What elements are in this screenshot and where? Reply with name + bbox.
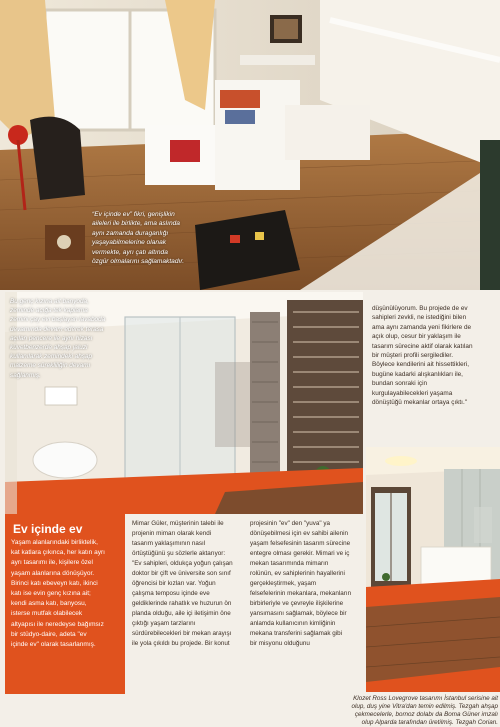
caption-line: malzeme sürekliliğin devamı (10, 362, 91, 370)
text-line: öğrencisi bir kızları var. Yoğun (132, 580, 216, 587)
caption-line: açılan pencere ile aynı hizası (10, 334, 93, 342)
studio-illustration (366, 447, 500, 692)
text-line: rolünün, ev sahiplerinin hayallerini (250, 570, 345, 577)
caption-line: devamında devam ederek terasa (10, 325, 104, 333)
text-line: projenin mimarı olarak kendi (132, 530, 212, 537)
text-line: bundan sonraki için (372, 380, 428, 388)
caption-line: küvetbenzerde ahşap jaluzi (10, 344, 88, 352)
caption-line: “Ev içinde ev” fikri, genişlikin (92, 211, 175, 218)
text-line: gerçekleştirmek, yaşam (250, 580, 317, 587)
caption-line: kullanılarak zemindeki ahşap (10, 353, 93, 361)
text-line: sahipleri zevkli, ne istediğini bilen (372, 314, 467, 322)
text-line: felsefelerinin mekanlara, mekanların (250, 590, 352, 597)
bathroom-caption (10, 297, 138, 380)
living-room-illustration (0, 0, 500, 290)
caption-line: Klozet Ross Lovegrove tasarımı İstanbul serisine ait (353, 695, 498, 702)
living-room-photo (0, 0, 500, 290)
sidebar-line: Birinci katı ebeveyn katı, ikinci (11, 579, 98, 587)
sidebar-heading: Ev içinde ev (13, 522, 83, 536)
caption-line: sağlanmış. (10, 371, 41, 379)
caption-line: yaşayabilmelerine olanak (92, 239, 167, 247)
sidebar-line: ayrı tasarımı ile, kişilere özel (11, 559, 93, 567)
text-line: projesinin "ev" den "yuva" ya (250, 520, 330, 527)
sidebar-line: Yaşam alanlarındaki birliktelik, (11, 539, 98, 546)
caption-line: zemini çay evi başlayan lavaboda (10, 316, 106, 324)
text-line: dönüşebilmesi için ev sahibi ailenin (250, 530, 349, 537)
text-line: geldiklerinde rahatlık ve huzurun ön (132, 600, 232, 607)
caption-line: aileleri ile birlikte, ama aslında (92, 220, 180, 228)
text-line: çalışma temposu içinde eve (132, 590, 210, 597)
living-room-caption (92, 210, 232, 266)
sidebar-line: içinde ev" olarak tasarlanmış. (11, 641, 96, 649)
text-line: ama aynı zamanda yeni fikirlere de (372, 323, 472, 331)
text-line: Mimar Güler, müşterinin talebi ile (132, 520, 224, 527)
text-line: bir müşteri profili sergilediler. (372, 352, 453, 360)
caption-line: olup, duş yine Vitra'dan temin edilmiş. Tezgah ahşap (351, 703, 498, 710)
sidebar-line: kendi asma katı, banyosu, (11, 600, 87, 608)
text-line: anlamda kullanıcının kimliğinin (250, 620, 336, 627)
text-line: ile yola çıkıldı bu projede. Bir konut (132, 640, 230, 647)
text-line: mekan tasarımında mimarın (250, 560, 329, 567)
text-line: bir misyonu olduğunu (250, 640, 310, 647)
text-line: Böylece kendilerini ait hissettikleri, (372, 361, 469, 369)
sidebar-line: yaşam alanlarına dönüşüyor. (11, 569, 95, 577)
body-text-column-1 (132, 519, 247, 649)
bottom-right-caption (272, 695, 498, 727)
text-line: birbirleriyle ve çevreyle ilişkilerine (250, 600, 344, 607)
caption-line: olup Alparda tarafından üretilmiş. Tezgah Corian. (361, 719, 498, 726)
text-line: planda olduğu, aile içi iletişimin öne (132, 610, 231, 617)
text-line: kurgulayabilecekleri yaşama (372, 389, 453, 397)
sidebar-line: katı ise evin genç kızına ait; (11, 590, 91, 598)
text-line: çıktığı yaşam tarzlarını (132, 620, 196, 627)
caption-line: çekmecelerle, bornoz dolabı da Boma Güner imzalı (354, 711, 498, 718)
caption-line: vermekte, ayrı çatı altında (92, 248, 168, 256)
sidebar-line: isterse mutfak olabilecek (11, 610, 83, 618)
sidebar-line: altyapısı ile neredeyse bağımsız (11, 620, 104, 628)
studio-photo (366, 447, 500, 692)
sidebar-text (11, 538, 123, 650)
caption-line: zeminde açığa tek kaplama (10, 307, 88, 315)
text-line: sürdürebilecekleri bir mekan arayışı (132, 630, 232, 637)
text-line: bugüne kadarki alışkanlıkları ile, (372, 370, 463, 378)
sidebar-line: kat katlara çıkınca, her katın ayrı (11, 549, 105, 557)
text-line: açık olup, cesur bir yaklaşım ile (372, 333, 461, 341)
text-line: düşünülüyorum. Bu projede de ev (372, 305, 468, 312)
text-line: "Ev sahipleri, oldukça yoğun çalışan (132, 560, 233, 567)
text-line: yansımasını sağlamak, böylece bir (250, 610, 347, 617)
text-line: doktor bir çift ve üniversite son sınıf (132, 570, 231, 577)
text-line: tasarım sürecine aktif olarak katılan (372, 342, 473, 350)
text-line: örtüştüğünü şu sözlerle aktarıyor: (132, 550, 226, 557)
text-line: mekana transferini sağlamak gibi (250, 630, 343, 637)
text-line: dönüştüğü mekanlar ortaya çıktı." (372, 399, 467, 407)
top-right-text-column (372, 304, 494, 407)
caption-line: özgür olmalarını sağlamaktadır. (92, 258, 185, 266)
text-line: entegre olması gerekir. Mimari ve iç (250, 550, 350, 557)
caption-line: aynı zamanda duraganlığı (92, 229, 169, 237)
sidebar-line: bir stüdyo-daire, adeta "ev (11, 630, 87, 638)
text-line: tasarım yaklaşımının nasıl (132, 540, 206, 547)
body-text-column-2 (250, 519, 362, 649)
caption-line: Bu genç kızına ait banyoda, (10, 298, 89, 305)
ev-icinde-ev-sidebar (5, 514, 125, 694)
text-line: yaşam felsefesinin tasarım sürecine (250, 540, 351, 547)
